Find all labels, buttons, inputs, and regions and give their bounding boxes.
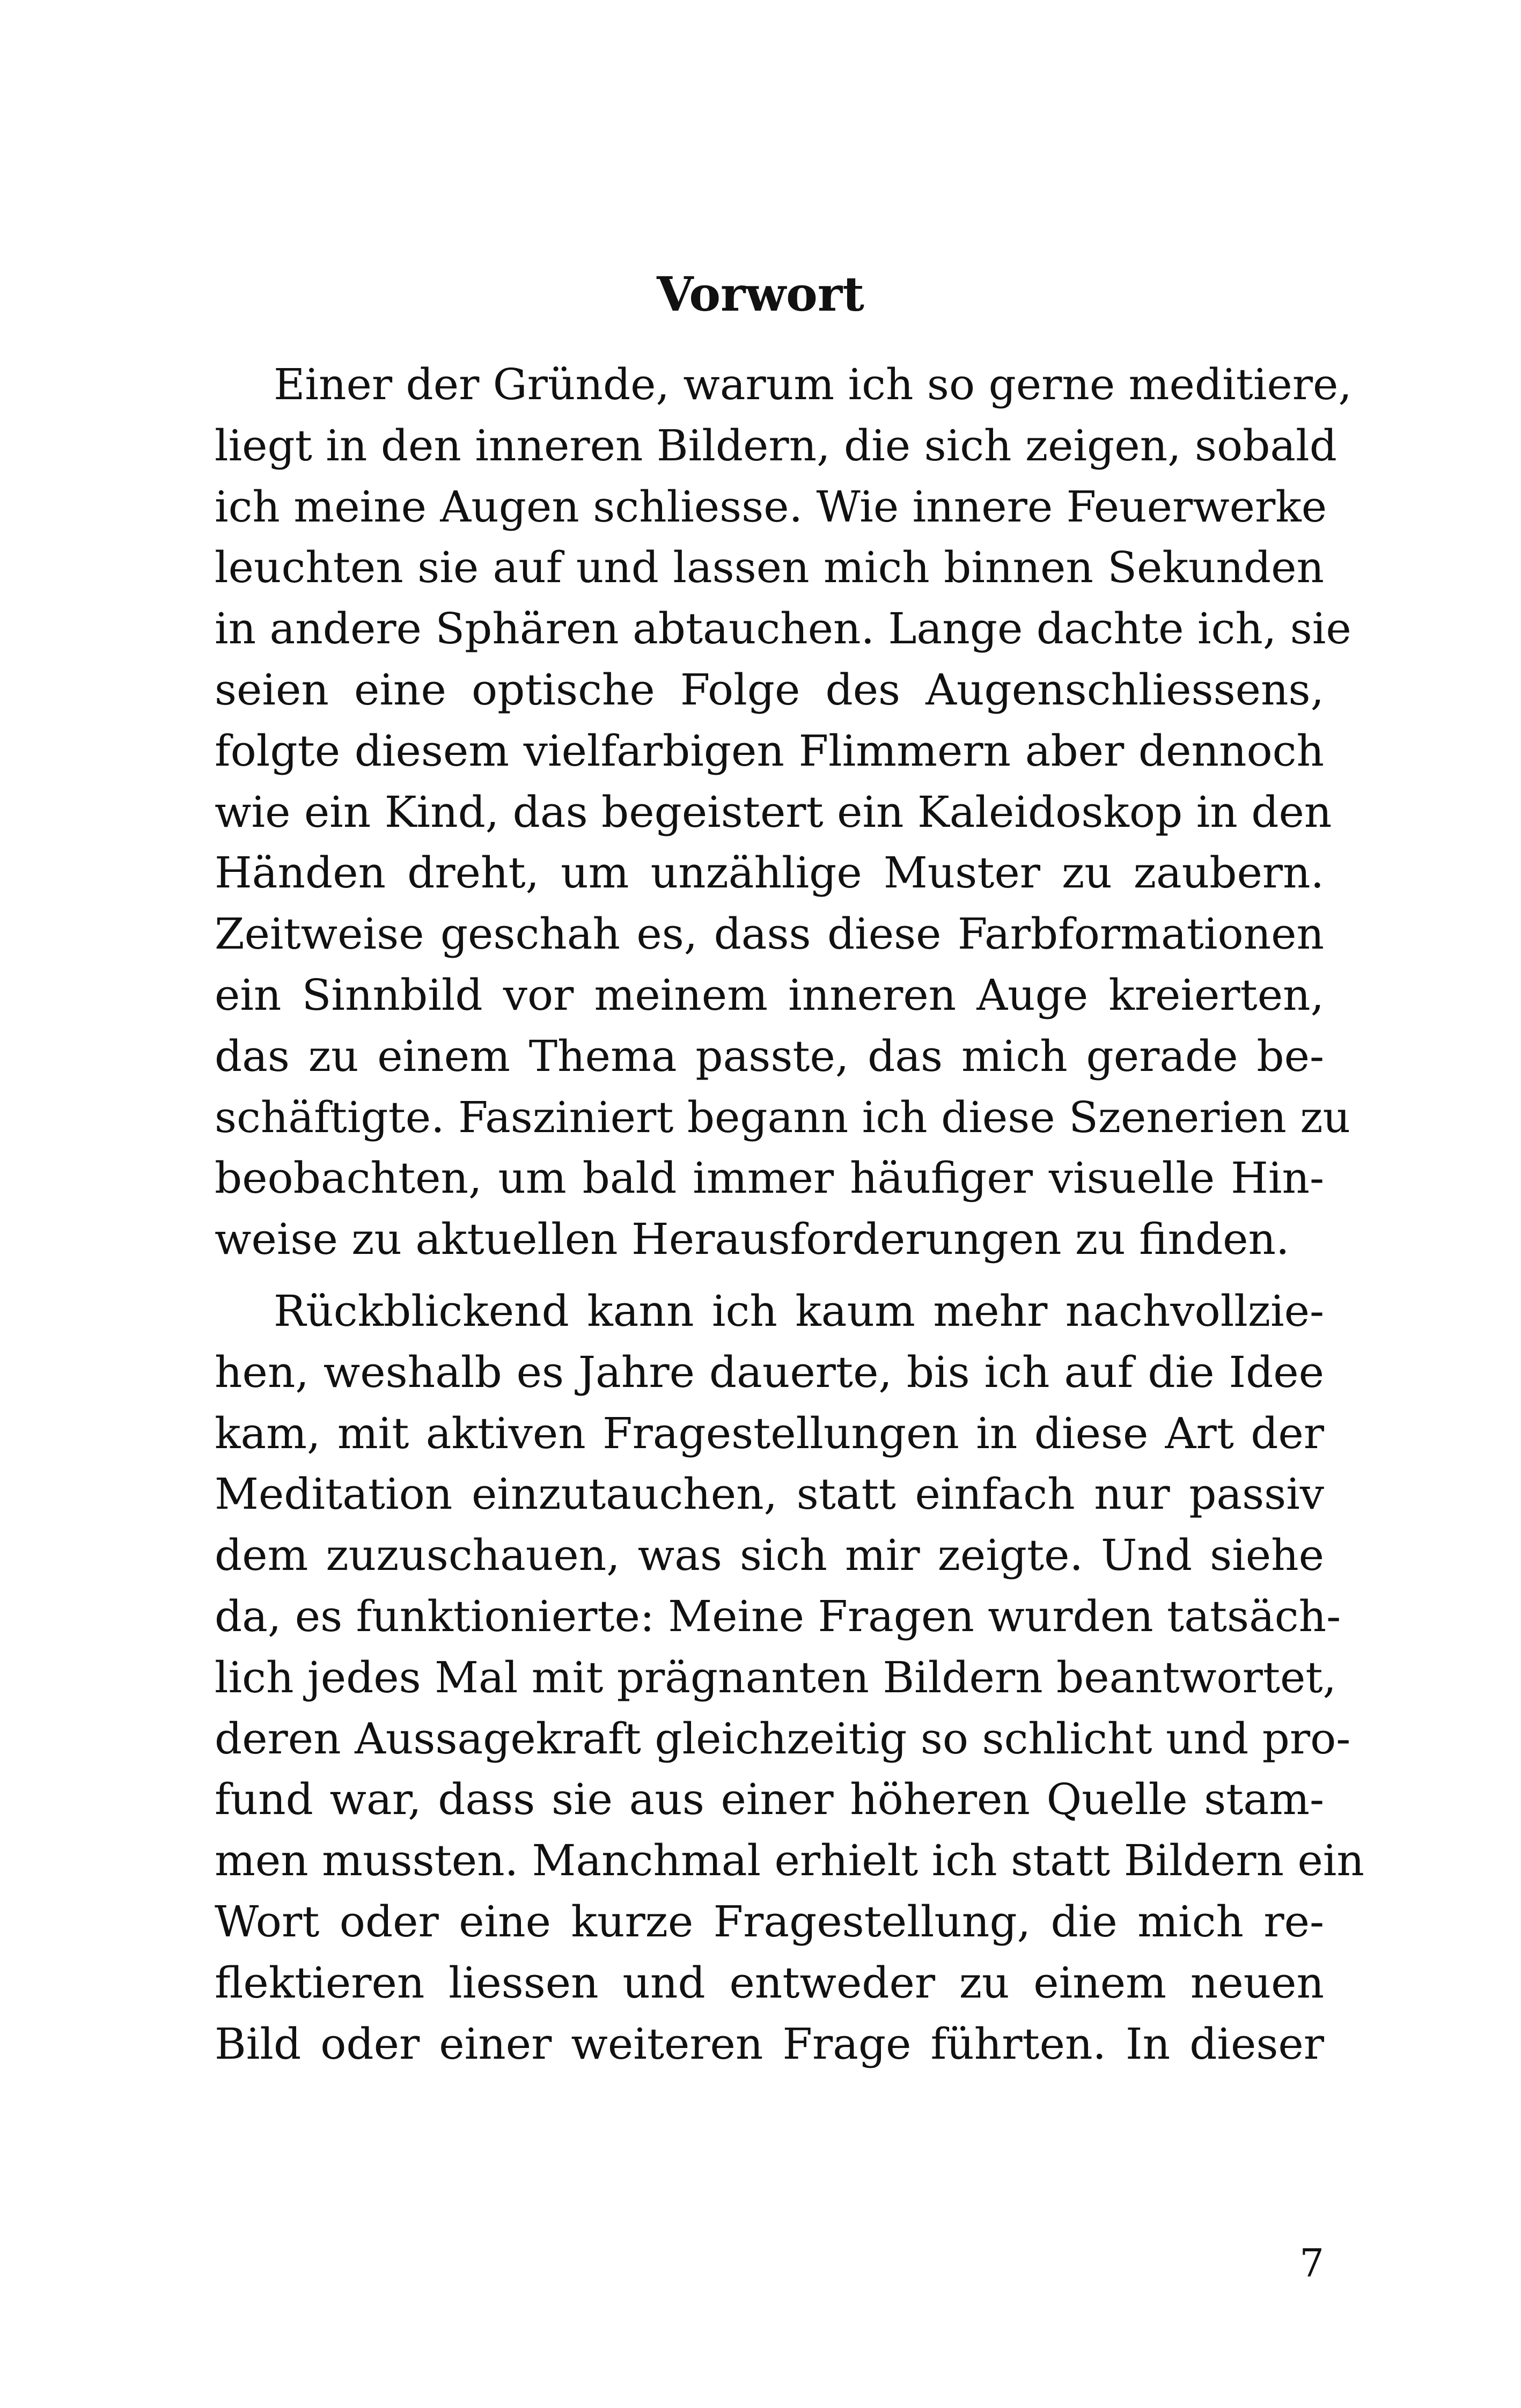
- text-line: in andere Sphären abtauchen. Lange dachte ich, sie: [215, 604, 1351, 654]
- text-line: Zeitweise geschah es, dass diese Farbformationen: [215, 909, 1324, 959]
- text-line: schäftigte. Fasziniert begann ich diese Szenerien zu: [215, 1092, 1351, 1142]
- text-line: fund war, dass sie aus einer höheren Quelle stam-: [215, 1774, 1324, 1825]
- text-line: das zu einem Thema passte, das mich gerade be-: [215, 1031, 1324, 1081]
- text-line: beobachten, um bald immer häufiger visuelle Hin-: [215, 1153, 1324, 1203]
- text-line: weise zu aktuellen Herausforderungen zu finden.: [215, 1214, 1290, 1265]
- chapter-title: Vorwort: [657, 266, 864, 322]
- text-line: Wort oder eine kurze Fragestellung, die mich re-: [215, 1896, 1324, 1947]
- text-line: ein Sinnbild vor meinem inneren Auge kreierten,: [215, 970, 1324, 1020]
- text-line: Meditation einzutauchen, statt einfach nur passiv: [215, 1469, 1324, 1519]
- text-line: kam, mit aktiven Fragestellungen in diese Art der: [215, 1408, 1324, 1458]
- text-line: liegt in den inneren Bildern, die sich zeigen, sobald: [215, 420, 1337, 471]
- page-number: 7: [1299, 2241, 1324, 2286]
- text-line: ich meine Augen schliesse. Wie innere Feuerwerke: [215, 481, 1327, 532]
- paragraph-1: [215, 354, 1352, 1270]
- text-line: Einer der Gründe, warum ich so gerne meditiere,: [274, 359, 1352, 409]
- text-line: lich jedes Mal mit prägnanten Bildern beantwortet,: [215, 1652, 1336, 1702]
- text-line: folgte diesem vielfarbigen Flimmern aber dennoch: [215, 725, 1324, 776]
- text-line: flektieren liessen und entweder zu einem neuen: [215, 1957, 1324, 2008]
- text-line: leuchten sie auf und lassen mich binnen Sekunden: [215, 542, 1324, 593]
- text-line: wie ein Kind, das begeistert ein Kaleidoskop in den: [215, 787, 1332, 837]
- text-line: hen, weshalb es Jahre dauerte, bis ich auf die Idee: [215, 1347, 1324, 1397]
- text-line: Händen dreht, um unzählige Muster zu zaubern.: [215, 848, 1324, 898]
- text-line: seien eine optische Folge des Augenschliessens,: [215, 664, 1324, 715]
- text-line: Rückblickend kann ich kaum mehr nachvollzie-: [274, 1286, 1324, 1336]
- paragraph-2: [215, 1281, 1364, 2074]
- text-line: men mussten. Manchmal erhielt ich statt Bildern ein: [215, 1836, 1364, 1886]
- text-line: deren Aussagekraft gleichzeitig so schlicht und pro-: [215, 1713, 1351, 1764]
- text-line: dem zuzuschauen, was sich mir zeigte. Und siehe: [215, 1530, 1324, 1581]
- text-line: da, es funktionierte: Meine Fragen wurden tatsäch-: [215, 1591, 1341, 1641]
- text-line: Bild oder einer weiteren Frage führten. In dieser: [215, 2018, 1324, 2069]
